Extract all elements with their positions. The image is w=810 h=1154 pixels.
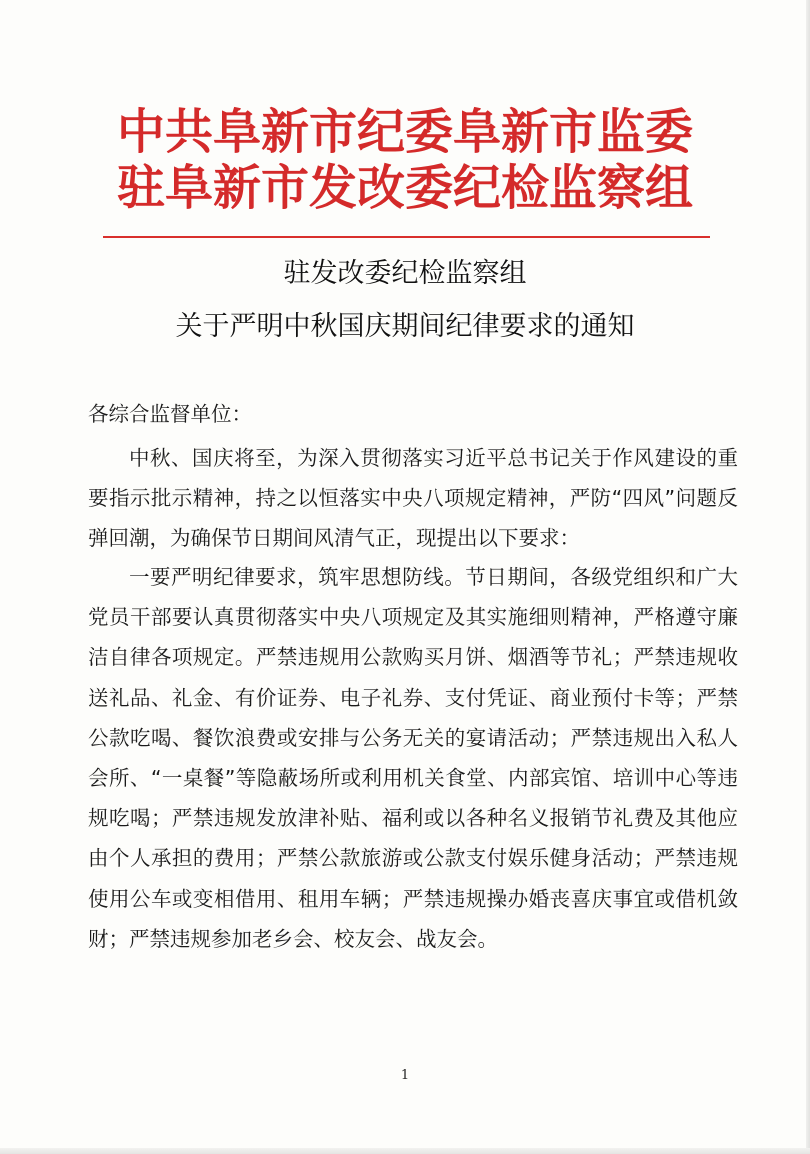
salutation: 各综合监督单位： <box>88 402 252 426</box>
page-number: 1 <box>400 1068 410 1083</box>
red-divider-line <box>103 236 710 238</box>
body-paragraph-2: 一要严明纪律要求，筑牢思想防线。节日期间，各级党组织和广大党员干部要认真贯彻落实中央八项规定及其实施细则精神，严格遵守廉洁自律各项规定。严禁违规用公款购买月饼、烟酒等节礼；严禁违规收送礼品、礼金、有价证券、电子礼券、支付凭证、商业预付卡等；严禁公款吃喝、餐饮浪费或安排与公务无关的宴请活动；严禁违规出入私人会所、“一桌餐”等隐蔽场所或利用机关食堂、内部宾馆、培训中心等违规吃喝；严禁违规发放津补贴、福利或以各种名义报销节礼费及其他应由个人承担的费用；严禁公款旅游或公款支付娱乐健身活动；严禁违规使用公车或变相借用、租用车辆；严禁违规操办婚丧喜庆事宜或借机敛财；严禁违规参加老乡会、校友会、战友会。 <box>88 565 738 951</box>
notice-title-line-1: 驻发改委纪检监察组 <box>283 258 527 289</box>
scan-edge-right <box>806 0 810 1154</box>
body-paragraph-1: 中秋、国庆将至，为深入贯彻落实习近平总书记关于作风建设的重要指示批示精神，持之以恒落实中央八项规定精神，严防“四风”问题反弹回潮，为确保节日期间风清气正，现提出以下要求： <box>88 446 738 551</box>
notice-title-line-2: 关于严明中秋国庆期间纪律要求的通知 <box>175 311 635 342</box>
scan-edge-bottom <box>0 1148 810 1154</box>
issuer-header-line-2: 驻阜新市发改委纪检监察组 <box>116 160 693 216</box>
issuer-header-line-1: 中共阜新市纪委阜新市监委 <box>116 104 693 160</box>
